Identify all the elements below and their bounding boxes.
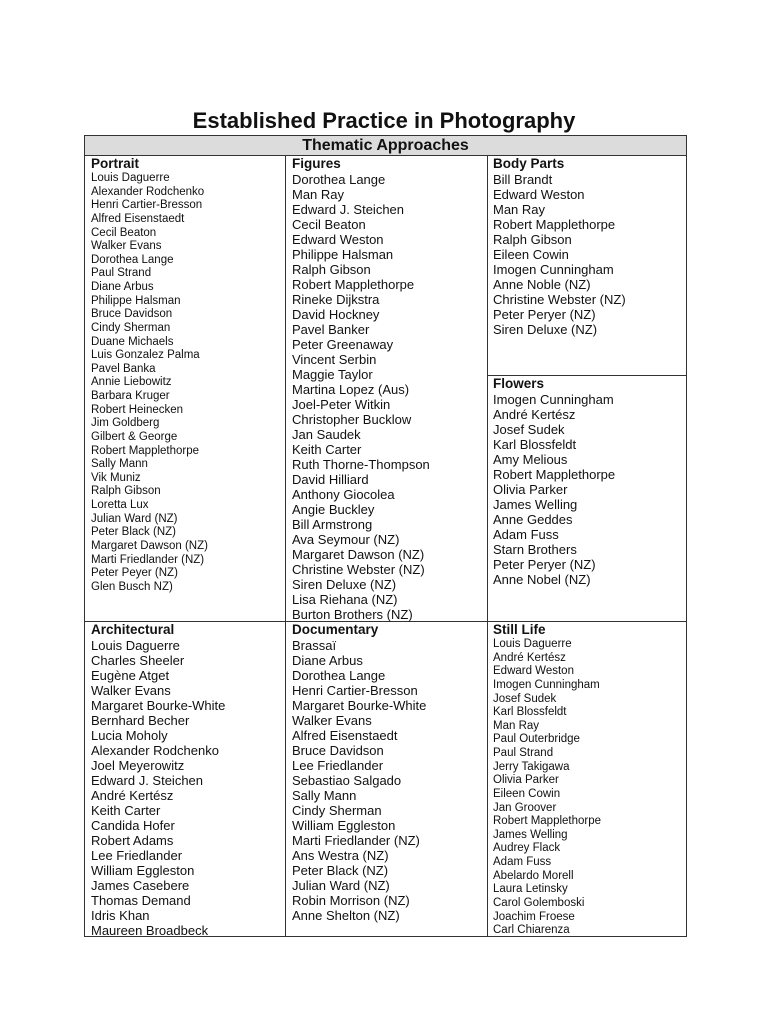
list-item: Christine Webster (NZ) (493, 292, 626, 307)
list-item: Anne Geddes (493, 512, 573, 527)
thematic-table (84, 135, 687, 937)
list-item: Imogen Cunningham (493, 678, 600, 691)
list-item: Walker Evans (91, 240, 162, 253)
list-item: André Kertész (493, 407, 576, 422)
list-item: Karl Blossfeldt (493, 437, 577, 452)
page-title: Established Practice in Photography (192, 108, 576, 133)
list-item: James Casebere (91, 878, 190, 893)
list-item: Laura Letinsky (493, 883, 568, 896)
list-item: Man Ray (292, 187, 345, 202)
list-item: Jan Groover (493, 801, 557, 814)
list-item: Ralph Gibson (91, 485, 161, 498)
list-item: David Hockney (292, 307, 380, 322)
list-item: Peter Peryer (NZ) (493, 557, 596, 572)
still-life-heading: Still Life (493, 622, 546, 637)
list-item: Abelardo Morell (493, 869, 574, 882)
list-item: Peter Peryer (NZ) (493, 307, 596, 322)
list-item: Christopher Bucklow (292, 412, 412, 427)
list-item: Rineke Dijkstra (292, 292, 380, 307)
list-item: Bill Brandt (493, 172, 553, 187)
list-item: William Eggleston (91, 863, 195, 878)
list-item: Lisa Riehana (NZ) (292, 592, 398, 607)
list-item: Alfred Eisenstaedt (91, 212, 185, 225)
list-item: Anne Nobel (NZ) (493, 572, 591, 587)
list-item: James Welling (493, 828, 568, 841)
list-item: Anne Shelton (NZ) (292, 908, 400, 923)
list-item: Louis Daguerre (91, 172, 170, 184)
list-item: David Hilliard (292, 472, 369, 487)
list-item: Candida Hofer (91, 818, 175, 833)
list-item: Audrey Flack (493, 842, 561, 855)
list-item: Duane Michaels (91, 335, 174, 348)
list-item: Keith Carter (91, 803, 161, 818)
list-item: Walker Evans (91, 683, 171, 698)
list-item: Pavel Banker (292, 322, 370, 337)
list-item: Edward Weston (493, 187, 585, 202)
documentary-heading: Documentary (292, 622, 379, 637)
architectural-list (91, 638, 225, 938)
list-item: Diane Arbus (91, 281, 154, 293)
list-item: Cindy Sherman (91, 321, 171, 334)
list-item: Robert Heinecken (91, 403, 184, 416)
architectural-heading: Architectural (91, 622, 175, 637)
list-item: Vincent Serbin (292, 352, 377, 367)
list-item: Amy Melious (493, 452, 568, 467)
list-item: Jim Goldberg (91, 417, 160, 430)
list-item: Eileen Cowin (493, 787, 561, 800)
list-item: Bernhard Becher (91, 713, 190, 728)
list-item: Diane Arbus (292, 653, 363, 668)
body-parts-cell (493, 156, 626, 337)
list-item: Robert Adams (91, 833, 174, 848)
list-item: Sally Mann (292, 788, 357, 803)
column-divider (487, 156, 488, 936)
list-item: Jerry Takigawa (493, 760, 570, 773)
list-item: Philippe Halsman (91, 294, 181, 307)
list-item: Lee Friedlander (91, 848, 183, 863)
list-item: Adam Fuss (493, 527, 559, 542)
list-item: Brassaï (292, 638, 337, 653)
list-item: André Kertész (493, 651, 566, 664)
list-item: James Welling (493, 497, 578, 512)
list-item: Annie Liebowitz (91, 376, 172, 389)
portrait-list (91, 172, 208, 594)
list-item: Lee Friedlander (292, 758, 384, 773)
still-life-cell (493, 622, 601, 938)
list-item: Jan Saudek (292, 427, 361, 442)
list-item: Marti Friedlander (NZ) (91, 553, 205, 566)
list-item: Ralph Gibson (493, 232, 572, 247)
list-item: Keith Carter (292, 442, 362, 457)
list-item: Edward Weston (292, 232, 384, 247)
list-item: Sebastiao Salgado (292, 773, 402, 788)
figures-list (292, 172, 430, 622)
list-item: Gilbert & George (91, 430, 178, 443)
list-item: Margaret Dawson (NZ) (292, 547, 425, 562)
list-item: Walker Evans (292, 713, 372, 728)
list-item: Eugène Atget (91, 668, 170, 683)
list-item: Dorothea Lange (292, 172, 386, 187)
list-item: Olivia Parker (493, 482, 568, 497)
list-item: Sally Mann (91, 458, 148, 471)
list-item: Ans Westra (NZ) (292, 848, 389, 863)
column-divider (285, 156, 286, 936)
list-item: Loretta Lux (91, 499, 149, 511)
list-item: Cecil Beaton (292, 217, 366, 232)
list-item: Edward J. Steichen (91, 773, 204, 788)
list-item: Henri Cartier-Bresson (292, 683, 418, 698)
figures-heading: Figures (292, 156, 341, 171)
list-item: Siren Deluxe (NZ) (493, 322, 598, 337)
list-item: Bruce Davidson (292, 743, 384, 758)
list-item: William Eggleston (292, 818, 396, 833)
list-item: Joel Meyerowitz (91, 758, 185, 773)
list-item: Robert Mapplethorpe (493, 217, 616, 232)
list-item: Marti Friedlander (NZ) (292, 833, 420, 848)
list-item: Louis Daguerre (493, 638, 572, 650)
list-item: Starn Brothers (493, 542, 577, 557)
still-life-list (493, 638, 601, 938)
list-item: Robert Mapplethorpe (91, 444, 200, 457)
architectural-cell (91, 622, 225, 938)
list-item: Margaret Dawson (NZ) (91, 539, 208, 552)
list-item: Thomas Demand (91, 893, 191, 908)
list-item: Anne Noble (NZ) (493, 277, 591, 292)
list-item: Alfred Eisenstaedt (292, 728, 398, 743)
list-item: Louis Daguerre (91, 638, 180, 653)
list-item: Siren Deluxe (NZ) (292, 577, 397, 592)
body-parts-heading: Body Parts (493, 156, 565, 171)
list-item: Maureen Broadbeck (91, 923, 209, 938)
list-item: Dorothea Lange (91, 253, 174, 266)
list-item: Margaret Bourke-White (292, 698, 427, 713)
list-item: Philippe Halsman (292, 247, 394, 262)
list-item: Martina Lopez (Aus) (292, 382, 410, 397)
list-item: Robert Mapplethorpe (493, 815, 602, 828)
list-item: Ruth Thorne-Thompson (292, 457, 430, 472)
list-item: Imogen Cunningham (493, 392, 614, 407)
flowers-list (493, 392, 615, 587)
list-item: Henri Cartier-Bresson (91, 199, 203, 212)
list-item: Charles Sheeler (91, 653, 185, 668)
list-item: Bill Armstrong (292, 517, 373, 532)
figures-cell (292, 156, 430, 622)
list-item: Man Ray (493, 202, 546, 217)
list-item: Cindy Sherman (292, 803, 382, 818)
list-item: Carl Chiarenza (493, 924, 570, 937)
list-item: Joel-Peter Witkin (292, 397, 391, 412)
list-item: Glen Busch NZ) (91, 580, 173, 593)
list-item: Edward Weston (493, 665, 574, 678)
list-item: Peter Black (NZ) (91, 526, 176, 539)
list-item: Christine Webster (NZ) (292, 562, 425, 577)
list-item: Paul Strand (91, 267, 152, 280)
list-item: Maggie Taylor (292, 367, 373, 382)
list-item: Barbara Kruger (91, 390, 170, 402)
table-banner: Thematic Approaches (85, 136, 686, 156)
list-item: Pavel Banka (91, 362, 156, 375)
list-item: Imogen Cunningham (493, 262, 614, 277)
documentary-cell (292, 622, 426, 923)
list-item: Ava Seymour (NZ) (292, 532, 400, 547)
list-item: Cecil Beaton (91, 226, 157, 239)
portrait-cell (91, 156, 208, 594)
list-item: Alexander Rodchenko (91, 185, 205, 198)
flowers-heading: Flowers (493, 376, 545, 391)
list-item: Dorothea Lange (292, 668, 386, 683)
portrait-heading: Portrait (91, 156, 140, 171)
documentary-list (292, 638, 426, 923)
flowers-cell (493, 376, 615, 587)
list-item: Man Ray (493, 719, 540, 732)
body-parts-list (493, 172, 626, 337)
list-item: Burton Brothers (NZ) (292, 607, 413, 622)
list-item: Adam Fuss (493, 856, 552, 868)
list-item: Robert Mapplethorpe (292, 277, 415, 292)
list-item: Joachim Froese (493, 910, 575, 923)
list-item: Peter Black (NZ) (292, 863, 389, 878)
list-item: Alexander Rodchenko (91, 743, 219, 758)
list-item: Karl Blossfeldt (493, 706, 567, 719)
list-item: Julian Ward (NZ) (91, 512, 178, 525)
list-item: Vik Muniz (91, 471, 141, 484)
list-item: André Kertész (91, 788, 174, 803)
list-item: Margaret Bourke-White (91, 698, 226, 713)
list-item: Josef Sudek (493, 692, 557, 705)
list-item: Luis Gonzalez Palma (91, 349, 200, 362)
list-item: Paul Strand (493, 747, 554, 759)
list-item: Robert Mapplethorpe (493, 467, 616, 482)
list-item: Paul Outerbridge (493, 733, 580, 746)
list-item: Anthony Giocolea (292, 487, 395, 502)
list-item: Robin Morrison (NZ) (292, 893, 410, 908)
list-item: Eileen Cowin (493, 247, 569, 262)
list-item: Olivia Parker (493, 774, 559, 787)
list-item: Peter Greenaway (292, 337, 394, 352)
list-item: Ralph Gibson (292, 262, 371, 277)
list-item: Carol Golemboski (493, 896, 585, 909)
list-item: Peter Peyer (NZ) (91, 567, 178, 580)
list-item: Lucia Moholy (91, 728, 168, 743)
list-item: Angie Buckley (292, 502, 375, 517)
list-item: Idris Khan (91, 908, 150, 923)
list-item: Edward J. Steichen (292, 202, 405, 217)
list-item: Josef Sudek (493, 422, 565, 437)
list-item: Julian Ward (NZ) (292, 878, 390, 893)
list-item: Bruce Davidson (91, 308, 173, 321)
